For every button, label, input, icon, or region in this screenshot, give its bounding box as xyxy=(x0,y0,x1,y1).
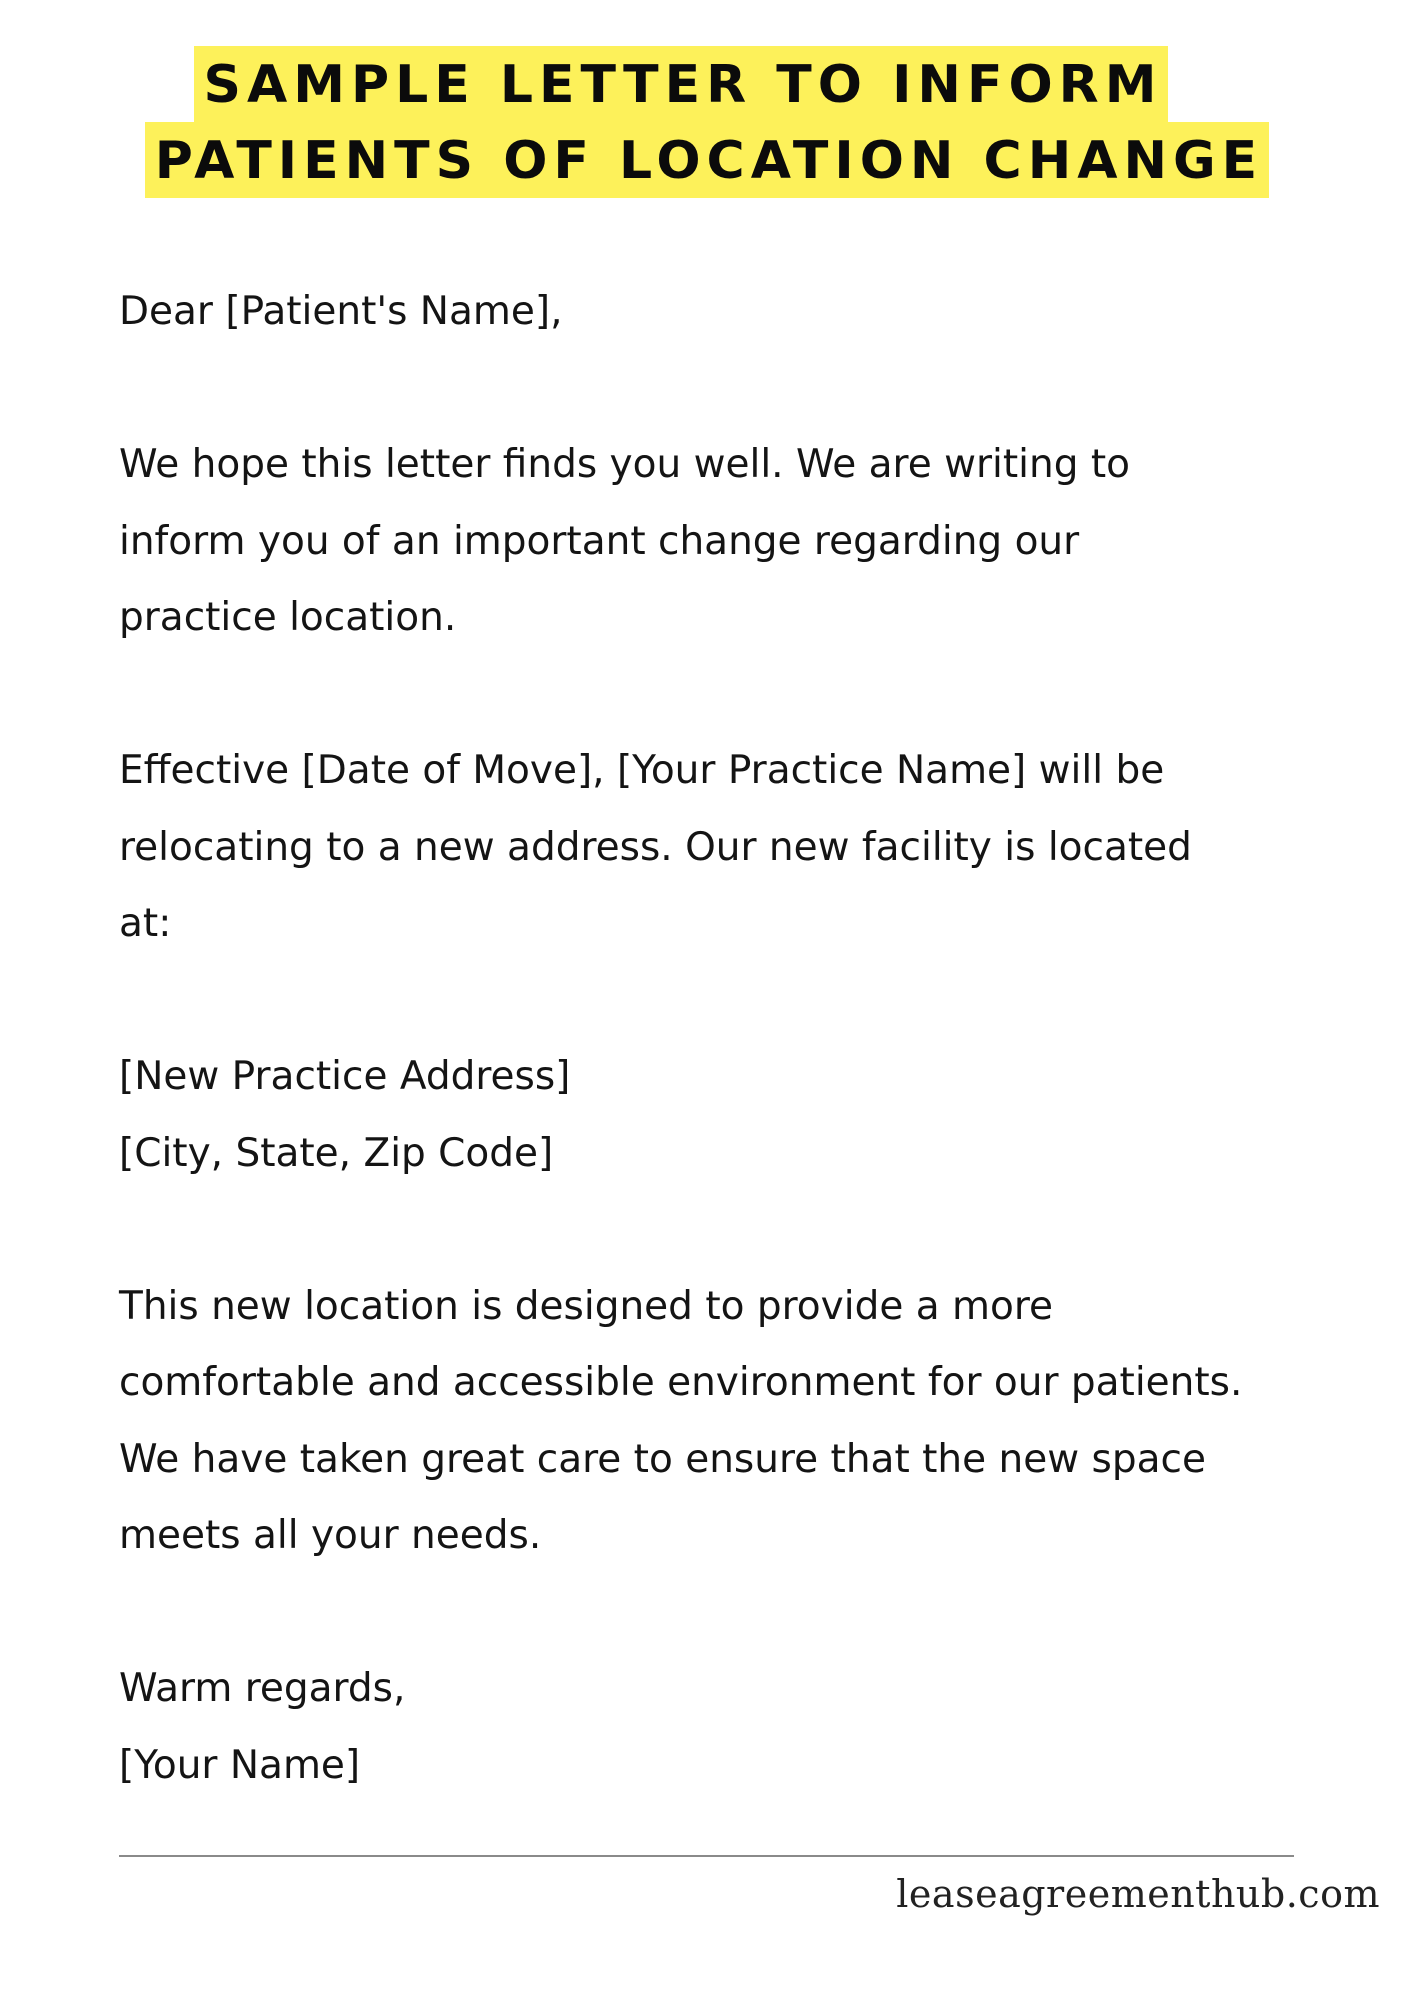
title-line-2: PATIENTS OF LOCATION CHANGE xyxy=(145,122,1269,198)
relocation-paragraph: Effective [Date of Move], [Your Practice Name] will be relocating to a new address. Our new facility is located at: xyxy=(119,748,1192,946)
paragraph-spacer xyxy=(119,1192,1339,1269)
salutation: Dear [Patient's Name], xyxy=(119,289,563,334)
footer-divider xyxy=(119,1855,1294,1857)
document-title xyxy=(0,46,1414,198)
website-watermark: leaseagreementhub.com xyxy=(896,1872,1380,1916)
paragraph-spacer xyxy=(119,963,1339,1040)
intro-paragraph: We hope this letter finds you well. We are writing to inform you of an important change regarding our practice location. xyxy=(119,442,1131,640)
paragraph-spacer xyxy=(119,657,1339,734)
paragraph-spacer xyxy=(119,351,1339,428)
title-line-1: SAMPLE LETTER TO INFORM xyxy=(194,46,1169,122)
signature: [Your Name] xyxy=(119,1742,361,1788)
facility-paragraph: This new location is designed to provide a more comfortable and accessible environment for our patients. We have taken great care to ensure that the new space meets all your needs. xyxy=(119,1283,1243,1558)
letter-body xyxy=(119,274,1339,1804)
address-line-1: [New Practice Address] xyxy=(119,1054,571,1099)
address-line-2: [City, State, Zip Code] xyxy=(119,1130,554,1176)
closing: Warm regards, xyxy=(119,1666,406,1711)
paragraph-spacer xyxy=(119,1575,1339,1652)
